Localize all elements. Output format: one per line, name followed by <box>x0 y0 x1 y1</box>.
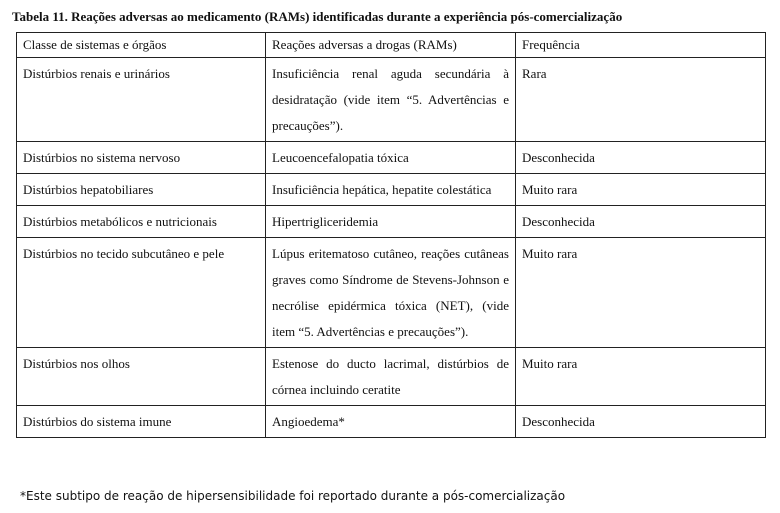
organ-class-cell: Distúrbios hepatobiliares <box>17 174 266 206</box>
footnote: *Este subtipo de reação de hipersensibilidade foi reportado durante a pós-comercialização <box>20 489 566 503</box>
header-organ-class: Classe de sistemas e órgãos <box>17 33 266 58</box>
organ-class-cell: Distúrbios do sistema imune <box>17 406 266 438</box>
frequency-cell: Muito rara <box>516 174 766 206</box>
header-frequency: Frequência <box>516 33 766 58</box>
reaction-cell: Lúpus eritematoso cutâneo, reações cutâneas graves como Síndrome de Stevens-Johnson e necrólise epidérmica tóxica (NET), (vide item “5. Advertências e precauções”). <box>266 238 516 348</box>
adverse-reactions-table <box>16 32 766 438</box>
frequency-cell: Desconhecida <box>516 406 766 438</box>
reaction-cell: Angioedema* <box>266 406 516 438</box>
frequency-cell: Muito rara <box>516 348 766 406</box>
reaction-cell: Insuficiência hepática, hepatite colestática <box>266 174 516 206</box>
organ-class-cell: Distúrbios no sistema nervoso <box>17 142 266 174</box>
table-row <box>17 142 766 174</box>
frequency-cell: Desconhecida <box>516 206 766 238</box>
organ-class-cell: Distúrbios no tecido subcutâneo e pele <box>17 238 266 348</box>
table-header-row <box>17 33 766 58</box>
reaction-cell: Hipertrigliceridemia <box>266 206 516 238</box>
header-adverse-reactions: Reações adversas a drogas (RAMs) <box>266 33 516 58</box>
table-row <box>17 238 766 348</box>
table-row <box>17 206 766 238</box>
frequency-cell: Muito rara <box>516 238 766 348</box>
frequency-cell: Desconhecida <box>516 142 766 174</box>
organ-class-cell: Distúrbios nos olhos <box>17 348 266 406</box>
table-row <box>17 174 766 206</box>
reaction-cell: Insuficiência renal aguda secundária à desidratação (vide item “5. Advertências e precauções”). <box>266 58 516 142</box>
table-row <box>17 58 766 142</box>
table-row <box>17 348 766 406</box>
organ-class-cell: Distúrbios renais e urinários <box>17 58 266 142</box>
reaction-cell: Estenose do ducto lacrimal, distúrbios de córnea incluindo ceratite <box>266 348 516 406</box>
frequency-cell: Rara <box>516 58 766 142</box>
organ-class-cell: Distúrbios metabólicos e nutricionais <box>17 206 266 238</box>
table-row <box>17 406 766 438</box>
table-caption: Tabela 11. Reações adversas ao medicamento (RAMs) identificadas durante a experiência pós-comercialização <box>12 9 623 24</box>
reaction-cell: Leucoencefalopatia tóxica <box>266 142 516 174</box>
